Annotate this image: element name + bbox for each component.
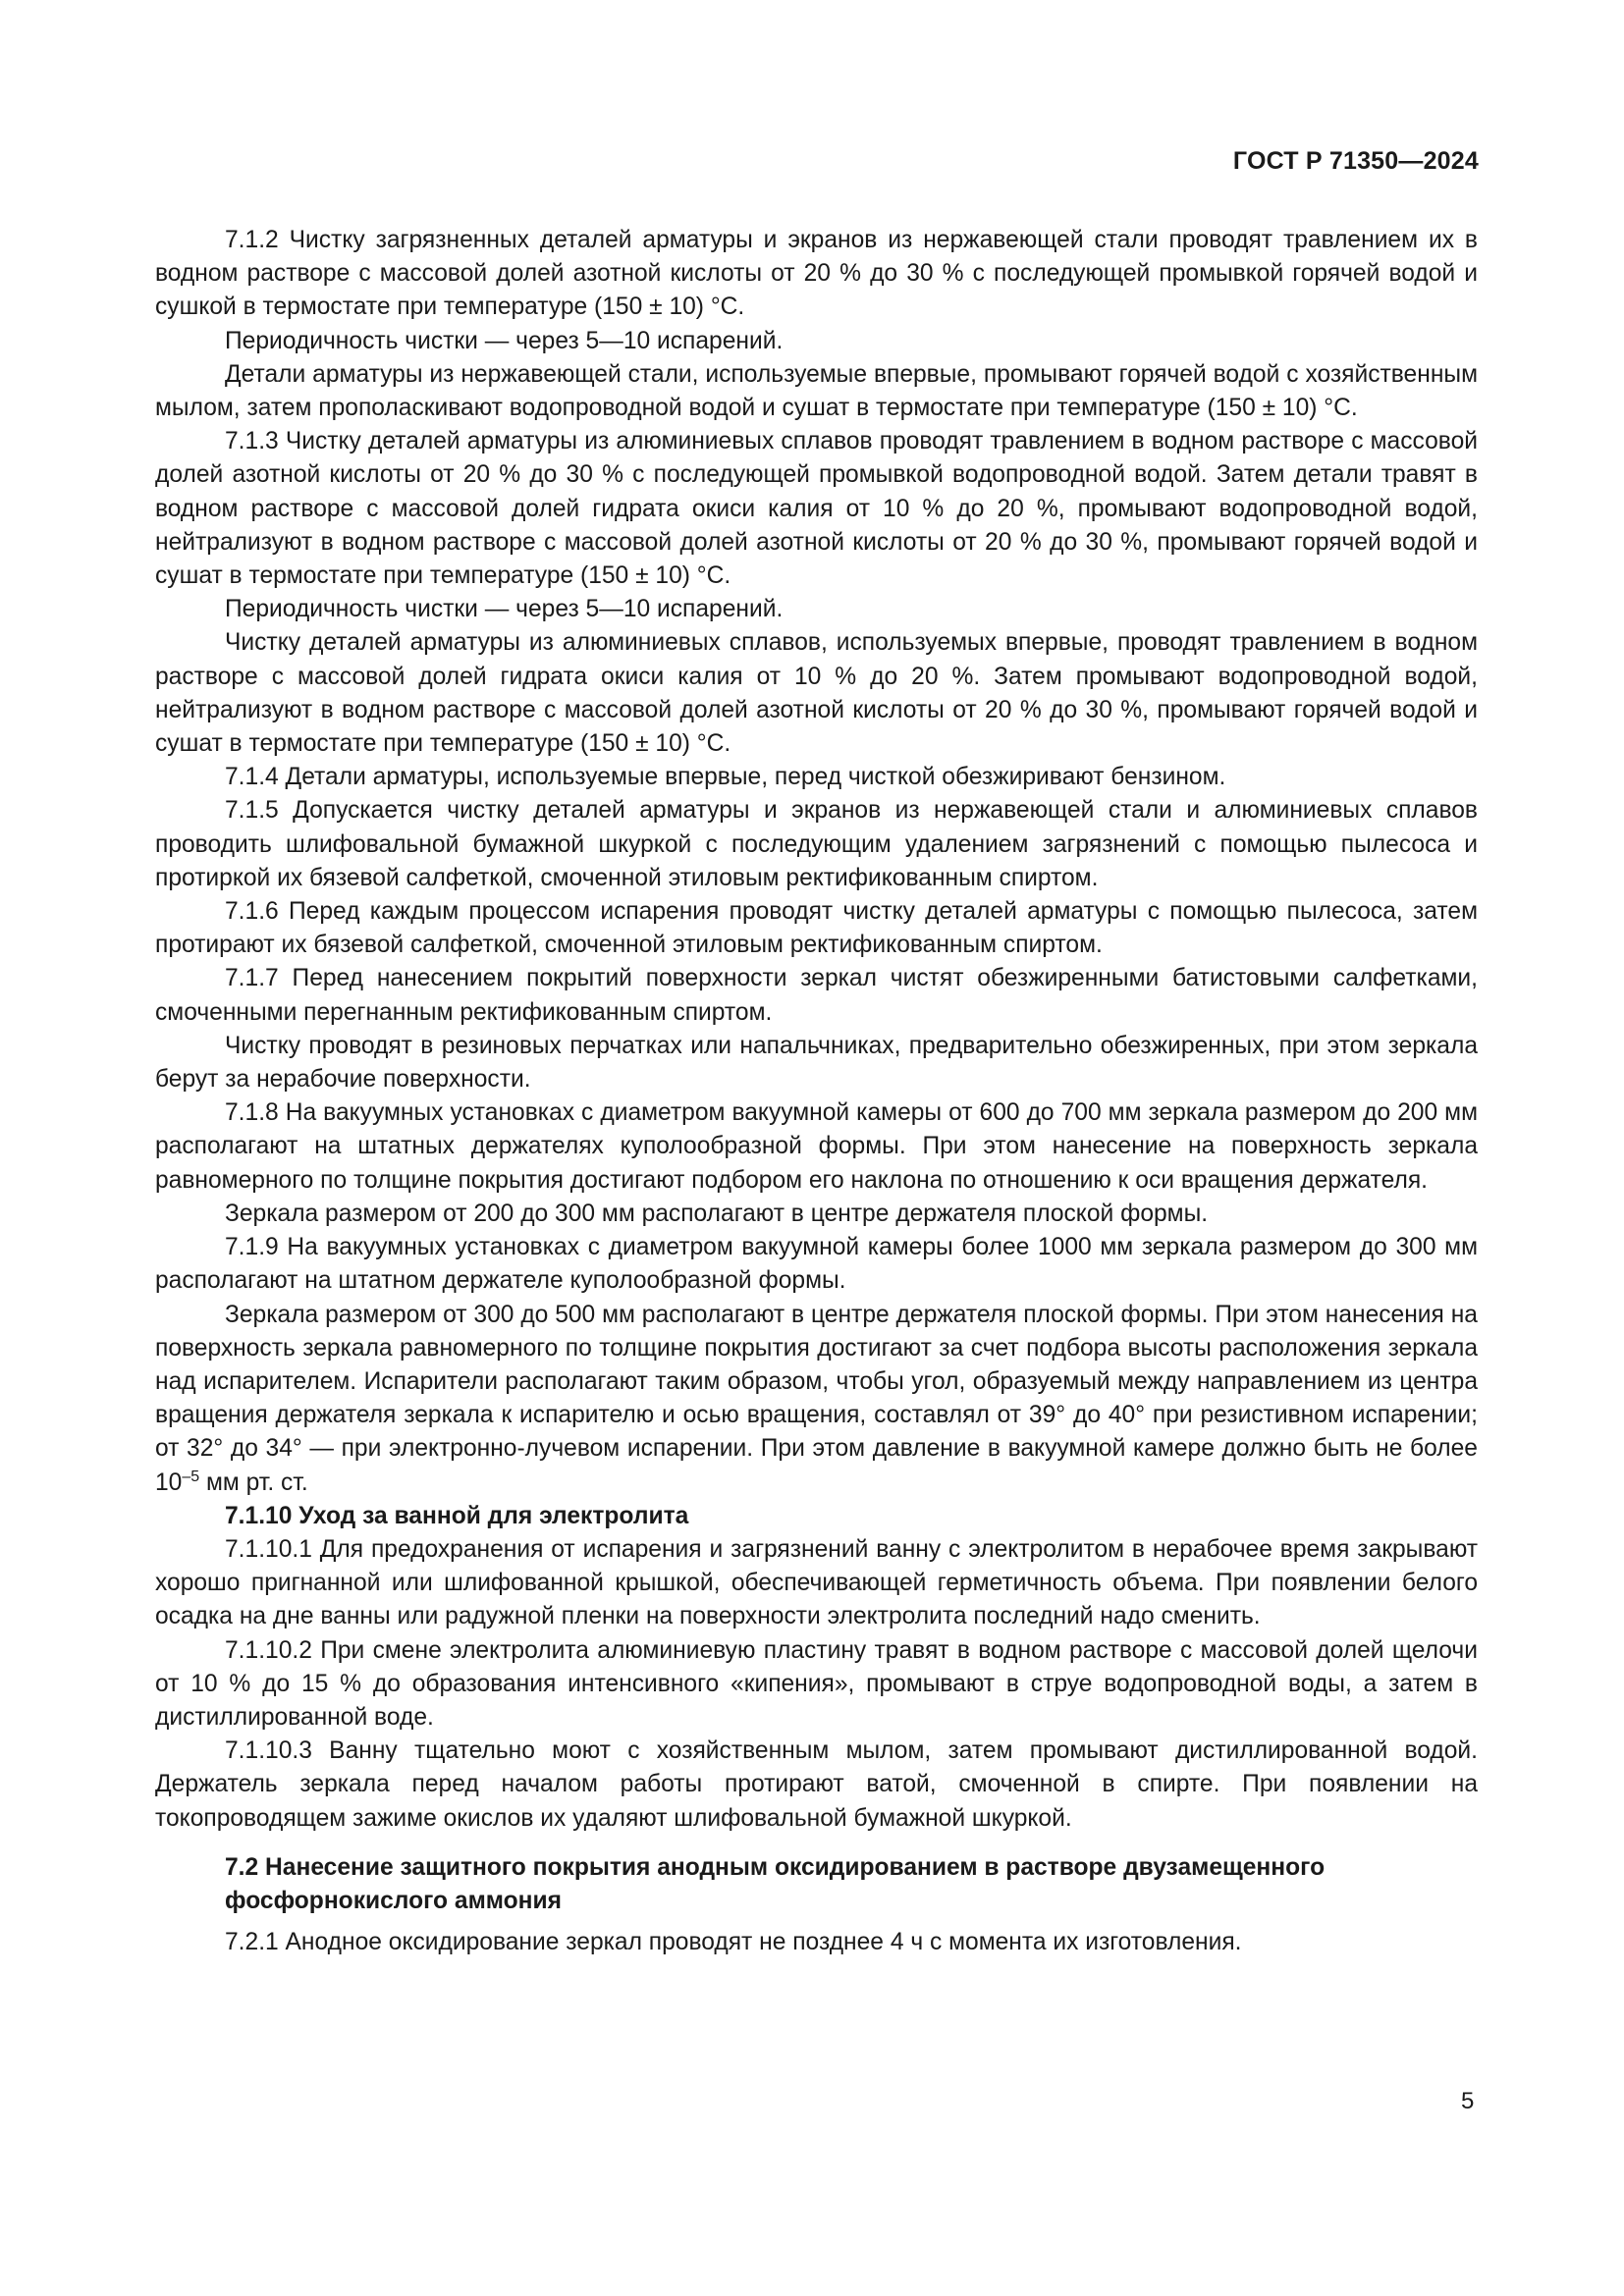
subsection-heading: 7.1.10 Уход за ванной для электролита [225, 1502, 689, 1529]
paragraph-text: Зеркала размером от 300 до 500 мм располагают в центре держателя плоской формы. При этом нанесения на поверхность зеркала равномерного по толщине покрытия достигают за счет подбора высоты расположения зеркала над испарителем. Испарители располагают таким образом, чтобы угол, образуемый между направлением из центра вращения держателя зеркала к испарителю и осью вращения, составлял от 39° до 40° при резистивном испарении; от 32° до 34° — при электронно-лучевом испарении. При этом давление в вакуумной камере должно быть не более 10 [155, 1301, 1478, 1496]
paragraph: 7.1.3 Чистку деталей арматуры из алюминиевых сплавов проводят травлением в водном растворе с массовой долей азотной кислоты от 20 % до 30 % с последующей промывкой водопроводной водой. Затем детали травят в водном растворе с массовой долей гидрата окиси калия от 10 % до 20 %, промывают водопроводной водой, нейтрализуют в водном растворе с массовой долей азотной кислоты от 20 % до 30 %, промывают горячей водой и сушат в термостате при температуре (150 ± 10) °С. [155, 428, 1478, 590]
paragraph: 7.1.2 Чистку загрязненных деталей арматуры и экранов из нержавеющей стали проводят травлением их в водном растворе с массовой долей азотной кислоты от 20 % до 30 % с последующей промывкой горячей водой и сушкой в термостате при температуре (150 ± 10) °С. [155, 227, 1478, 321]
paragraph: 7.1.10.3 Ванну тщательно моют с хозяйственным мылом, затем промывают дистиллированной водой. Держатель зеркала перед началом работы протирают ватой, смоченной в спирте. При появлении на токопроводящем зажиме окислов их удаляют шлифовальной бумажной шкуркой. [155, 1737, 1478, 1832]
paragraph: Периодичность чистки — через 5—10 испарений. [225, 327, 784, 354]
paragraph: 7.1.6 Перед каждым процессом испарения проводят чистку деталей арматуры с помощью пылесоса, затем протирают их бязевой салфеткой, смоченной этиловым ректификованным спиртом. [155, 898, 1478, 959]
paragraph: Зеркала размером от 200 до 300 мм располагают в центре держателя плоской формы. [225, 1200, 1209, 1227]
paragraph: 7.1.4 Детали арматуры, используемые впервые, перед чисткой обезжиривают бензином. [225, 764, 1226, 791]
paragraph: 7.1.10.2 При смене электролита алюминиевую пластину травят в водном растворе с массовой долей щелочи от 10 % до 15 % до образования интенсивного «кипения», промывают в струе водопроводной воды, а затем в дистиллированной воде. [155, 1636, 1478, 1731]
paragraph: Чистку деталей арматуры из алюминиевых сплавов, используемых впервые, проводят травлением в водном растворе с массовой долей гидрата окиси калия от 10 % до 20 %. Затем промывают водопроводной водой, нейтрализуют в водном растворе с массовой долей азотной кислоты от 20 % до 30 %, промывают горячей водой и сушат в термостате при температуре (150 ± 10) °С. [155, 629, 1478, 758]
paragraph: 7.1.5 Допускается чистку деталей арматуры и экранов из нержавеющей стали и алюминиевых сплавов проводить шлифовальной бумажной шкуркой с последующим удалением загрязнений с помощью пылесоса и протиркой их бязевой салфеткой, смоченной этиловым ректификованным спиртом. [155, 797, 1478, 891]
paragraph: 7.1.9 На вакуумных установках с диаметром вакуумной камеры более 1000 мм зеркала размером до 300 мм располагают на штатном держателе куполообразной формы. [155, 1234, 1478, 1295]
document-body [155, 224, 1478, 1959]
paragraph: Детали арматуры из нержавеющей стали, используемые впервые, промывают горячей водой с хозяйственным мылом, затем прополаскивают водопроводной водой и сушат в термостате при температуре (150 ± 10) °С. [155, 360, 1478, 422]
paragraph: 7.2.1 Анодное оксидирование зеркал проводят не позднее 4 ч с момента их изготовления. [225, 1929, 1242, 1956]
paragraph: Чистку проводят в резиновых перчатках или напальчниках, предварительно обезжиренных, при этом зеркала берут за нерабочие поверхности. [155, 1032, 1478, 1094]
page-number: 5 [1461, 2088, 1475, 2114]
paragraph: 7.1.10.1 Для предохранения от испарения и загрязнений ванну с электролитом в нерабочее время закрывают хорошо пригнанной или шлифованной крышкой, обеспечивающей герметичность объема. При появлении белого осадка на дне ванны или радужной пленки на поверхности электролита последний надо сменить. [155, 1535, 1478, 1630]
paragraph-with-exponent [155, 1299, 1478, 1500]
exponent: –5 [182, 1468, 200, 1485]
document-code-header: ГОСТ Р 71350—2024 [1232, 147, 1479, 175]
paragraph: 7.1.7 Перед нанесением покрытий поверхности зеркал чистят обезжиренными батистовыми салфетками, смоченными перегнанным ректификованным спиртом. [155, 965, 1478, 1026]
paragraph: 7.1.8 На вакуумных установках с диаметром вакуумной камеры от 600 до 700 мм зеркала размером до 200 мм располагают на штатных держателях куполообразной формы. При этом нанесение на поверхность зеркала равномерного по толщине покрытия достигают подбором его наклона по отношению к оси вращения держателя. [155, 1099, 1478, 1194]
paragraph-tail: мм рт. ст. [199, 1468, 308, 1496]
paragraph: Периодичность чистки — через 5—10 испарений. [225, 596, 784, 623]
section-heading: 7.2 Нанесение защитного покрытия анодным оксидированием в растворе двузамещенного фосфорнокислого аммония [225, 1853, 1326, 1914]
